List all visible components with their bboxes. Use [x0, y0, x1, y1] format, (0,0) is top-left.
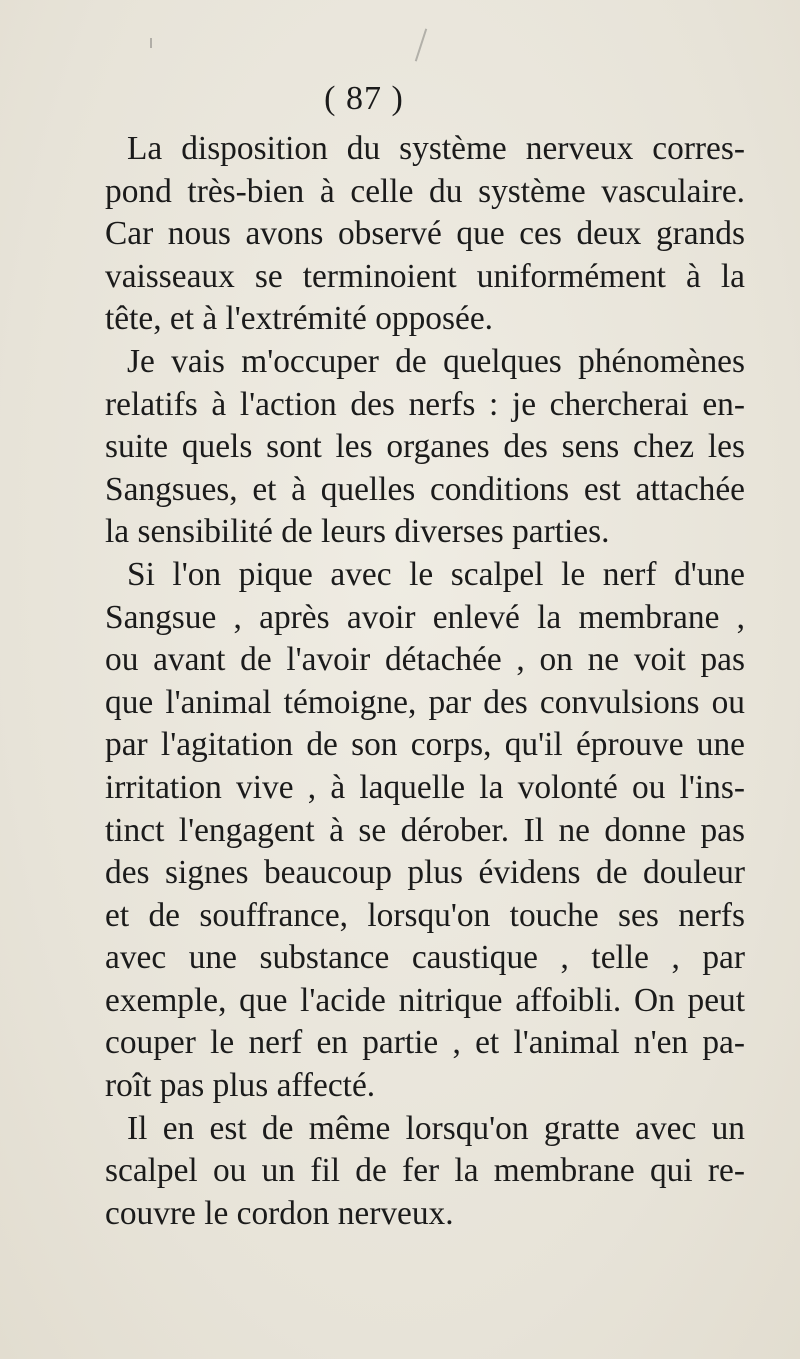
text-line: relatifs à l'action des nerfs : je chercherai en- — [105, 385, 745, 423]
paper-mark — [415, 29, 427, 62]
text-line: couvre le cordon nerveux. — [105, 1194, 454, 1232]
text-line: couper le nerf en partie , et l'animal n'en pa- — [105, 1024, 745, 1062]
page-number: ( 87 ) — [324, 80, 404, 117]
text-line: Sangsues, et à quelles conditions est attachée — [105, 470, 745, 508]
text-line: pond très-bien à celle du système vasculaire. — [105, 172, 745, 210]
text-line: et de souffrance, lorsqu'on touche ses nerfs — [105, 896, 745, 934]
text-line: par l'agitation de son corps, qu'il éprouve une — [105, 726, 745, 764]
text-line: Car nous avons observé que ces deux grands — [105, 215, 745, 253]
text-line: des signes beaucoup plus évidens de douleur — [105, 854, 745, 892]
text-line: Je vais m'occuper de quelques phénomènes — [127, 342, 745, 380]
text-line: tinct l'engagent à se dérober. Il ne donne pas — [105, 811, 745, 849]
text-line: Sangsue , après avoir enlevé la membrane , — [105, 598, 745, 636]
text-line: que l'animal témoigne, par des convulsions ou — [105, 683, 745, 721]
text-line: roît pas plus affecté. — [105, 1067, 376, 1105]
text-line: avec une substance caustique , telle , par — [105, 939, 745, 977]
text-line: Si l'on pique avec le scalpel le nerf d'une — [127, 555, 745, 593]
text-line: irritation vive , à laquelle la volonté ou l'ins- — [105, 768, 745, 806]
text-line: scalpel ou un fil de fer la membrane qui re- — [105, 1152, 745, 1190]
text-line: vaisseaux se terminoient uniformément à la — [105, 257, 745, 295]
text-line: La disposition du système nerveux corres- — [127, 130, 745, 167]
text-line: la sensibilité de leurs diverses parties. — [105, 513, 610, 551]
text-line: Il en est de même lorsqu'on gratte avec un — [127, 1109, 745, 1147]
text-line: tête, et à l'extrémité opposée. — [105, 300, 493, 338]
text-line: suite quels sont les organes des sens chez les — [105, 428, 745, 466]
text-line: exemple, que l'acide nitrique affoibli. On peut — [105, 981, 745, 1019]
paper-mark — [150, 38, 152, 48]
body-text — [105, 128, 745, 1235]
text-line: ou avant de l'avoir détachée , on ne voit pas — [105, 641, 745, 679]
